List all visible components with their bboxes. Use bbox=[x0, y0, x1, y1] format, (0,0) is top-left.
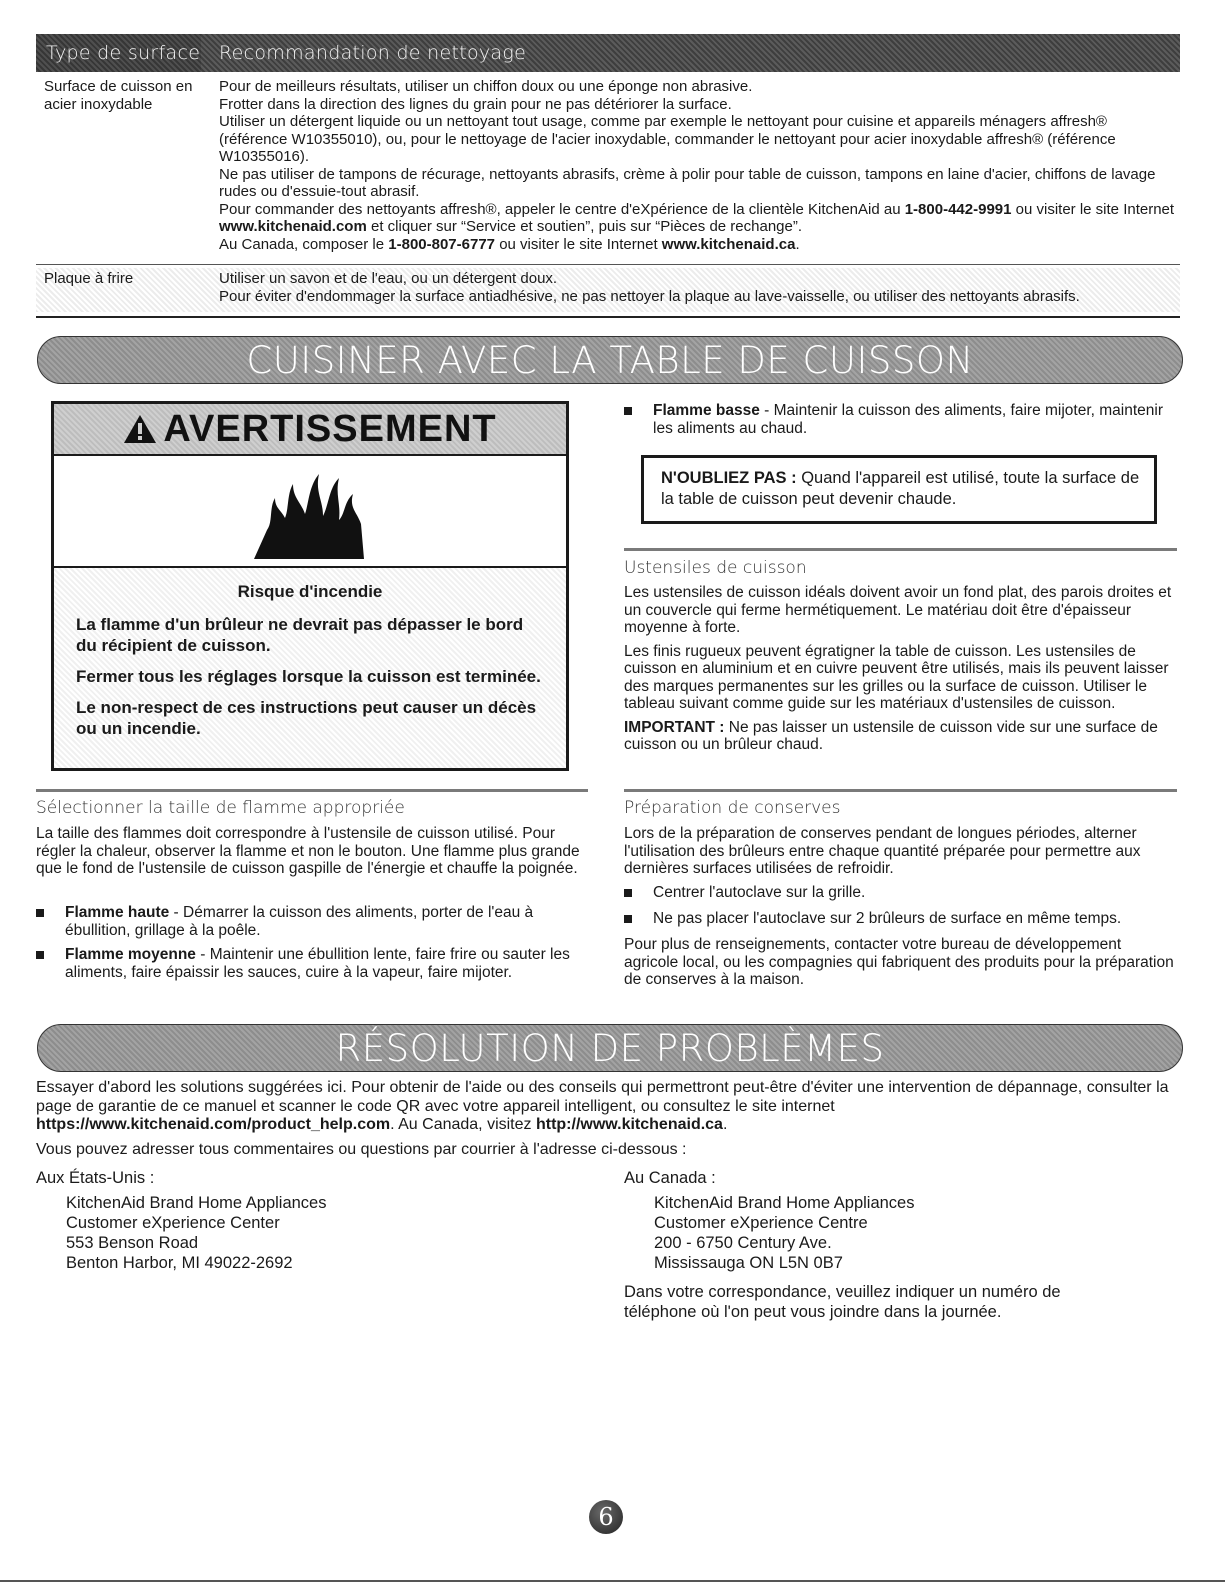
hazard-title: Risque d'incendie bbox=[237, 582, 383, 601]
warning-text: Fermer tous les réglages lorsque la cuisson est terminée. bbox=[76, 667, 541, 686]
warning-text: La flamme d'un brûleur ne devrait pas dépasser le bord du récipient de cuisson. bbox=[76, 615, 524, 655]
bullet-high-flame: Flamme haute - Démarrer la cuisson des aliments, porter de l'eau à ébullition, grillage à la poêle. bbox=[36, 904, 588, 939]
reminder-box bbox=[641, 455, 1157, 524]
section-rule bbox=[624, 548, 1177, 551]
fire-icon bbox=[249, 464, 369, 564]
section-title-flame-size: Sélectionner la taille de flamme appropriée bbox=[36, 798, 405, 818]
phone-number-canada: 1-800-807-6777 bbox=[388, 235, 496, 253]
section-banner-troubleshooting: RÉSOLUTION DE PROBLÈMES bbox=[37, 1024, 1183, 1072]
section-rule bbox=[36, 789, 588, 792]
warning-header bbox=[54, 404, 566, 456]
website-link[interactable]: www.kitchenaid.com bbox=[219, 218, 367, 235]
section-banner-cooking: CUISINER AVEC LA TABLE DE CUISSON bbox=[37, 336, 1183, 384]
phone-number: 1-800-442-9991 bbox=[904, 200, 1012, 218]
page-number: 6 bbox=[589, 1500, 623, 1534]
warning-body bbox=[54, 568, 566, 768]
canning-intro: Lors de la préparation de conserves pendant de longues périodes, alterner l'utilisation des brûleurs entre chaque quantité préparée pour permettre aux dernières surfaces utilisées de refroidir. bbox=[624, 825, 1141, 877]
troubleshooting-intro: Essayer d'abord les solutions suggérées ici. Pour obtenir de l'aide ou des conseils qui permettront peut-être d'éviter une intervention de dépannage, consulter la page de garantie de ce manuel et scanner le code QR avec votre appareil intelligent, ou consultez le site internet https://www.kitchenaid.com/product_help.com. Au Canada, visitez http://www.kitchenaid.ca. Vous pouvez adresser tous commentaires ou questions par courrier à l'adresse ci-dessous : bbox=[36, 1079, 1169, 1158]
help-url[interactable]: https://www.kitchenaid.com/product_help.com bbox=[36, 1116, 391, 1133]
bullet-low-flame: Flamme basse - Maintenir la cuisson des aliments, faire mijoter, maintenir les aliments au chaud. bbox=[624, 402, 1164, 437]
warning-text: Le non-respect de ces instructions peut causer un décès ou un incendie. bbox=[76, 698, 537, 738]
us-address: KitchenAid Brand Home Appliances Customer eXperience Center 553 Benson Road Benton Harbor, MI 49022-2692 bbox=[66, 1194, 327, 1272]
bullet-canning-1: Centrer l'autoclave sur la grille. bbox=[624, 884, 1177, 902]
header-surface-type: Type de surface bbox=[36, 34, 201, 72]
surface-name: Plaque à frire bbox=[44, 270, 134, 287]
row-divider bbox=[36, 264, 1180, 265]
help-url-canada[interactable]: http://www.kitchenaid.ca bbox=[535, 1116, 723, 1133]
canada-address-label: Au Canada : bbox=[624, 1169, 716, 1187]
section-title-cookware: Ustensiles de cuisson bbox=[624, 558, 807, 578]
website-link-canada[interactable]: www.kitchenaid.ca bbox=[661, 235, 796, 253]
surface-name: Surface de cuisson en acier inoxydable bbox=[44, 78, 193, 113]
cookware-text: Les ustensiles de cuisson idéals doivent avoir un fond plat, des parois droites et un couvercle qui ferme hermétiquement. Le matériau doit être d'épaisseur moyenne à forte. Les finis rugueux peuvent égratigner la table de cuisson. Les ustensiles de cuisson en aluminium et en cuivre peuvent être utilisés, mais ils peuvent laisser des marques permanentes sur les grilles ou la surface de cuisson. Utiliser le tableau suivant comme guide sur les matériaux d'ustensiles de cuisson. IMPORTANT : Ne pas laisser un ustensile de cuisson vide sur une surface de cuisson ou un brûleur chaud. bbox=[624, 584, 1172, 753]
us-address-label: Aux États-Unis : bbox=[36, 1169, 155, 1187]
bullet-medium-flame: Flamme moyenne - Maintenir une ébullition lente, faire frire ou sauter les aliments, faire épaissir les sauces, cuire à la vapeur, faire mijoter. bbox=[36, 946, 588, 981]
page-bottom-rule bbox=[0, 1580, 1225, 1582]
table-row bbox=[36, 78, 1180, 262]
canada-address: KitchenAid Brand Home Appliances Customer eXperience Centre 200 - 6750 Century Ave. Mississauga ON L5N 0B7 bbox=[654, 1194, 915, 1272]
header-cleaning-recommendation: Recommandation de nettoyage bbox=[219, 42, 527, 64]
recommendation-text: Pour de meilleurs résultats, utiliser un chiffon doux ou une éponge non abrasive. Frotter dans la direction des lignes du grain pour ne pas détériorer la surface. Utiliser un détergent liquide ou un nettoyant tout usage, comme par exemple le nettoyant pour cuisine et appareils ménagers affresh® (référence W10355010), ou, pour le nettoyage de l'acier inoxydable, commander le nettoyant pour acier inoxydable affresh® (référence W10355016). Ne pas utiliser de tampons de récurage, nettoyants abrasifs, crème à polir pour table de cuisson, tampons en laine d'acier, chiffons de lavage rudes ou d'essuie-tout abrasif. Pour commander des nettoyants affresh®, appeler le centre d'eXpérience de la clientèle KitchenAid au 1-800-442-9991 ou visiter le site Internet www.kitchenaid.com et cliquer sur “Service et soutien”, puis sur “Pièces de rechange”. Au Canada, composer le 1-800-807-6777 ou visiter le site Internet www.kitchenaid.ca. bbox=[219, 78, 1175, 253]
canning-more-info: Pour plus de renseignements, contacter votre bureau de développement agricole local, ou les compagnies qui fabriquent des produits pour la préparation de conserves à la maison. bbox=[624, 936, 1174, 988]
table-header bbox=[36, 34, 1180, 72]
warning-title: AVERTISSEMENT bbox=[163, 407, 497, 450]
warning-pictogram bbox=[54, 456, 566, 568]
section-rule bbox=[624, 789, 1177, 792]
bullet-canning-2: Ne pas placer l'autoclave sur 2 brûleurs de surface en même temps. bbox=[624, 910, 1177, 928]
reminder-label: N'OUBLIEZ PAS : bbox=[661, 469, 797, 487]
correspondence-note: Dans votre correspondance, veuillez indiquer un numéro de téléphone où l'on peut vous joindre dans la journée. bbox=[624, 1283, 1061, 1321]
table-bottom-rule bbox=[36, 316, 1180, 318]
table-row bbox=[36, 268, 1180, 312]
reminder-text: Quand l'appareil est utilisé, toute la surface de la table de cuisson peut devenir chaude. bbox=[661, 469, 1140, 508]
warning-triangle-icon bbox=[123, 414, 157, 444]
recommendation-text: Utiliser un savon et de l'eau, ou un détergent doux. Pour éviter d'endommager la surface antiadhésive, ne pas nettoyer la plaque au lave-vaisselle, ou utiliser des nettoyants abrasifs. bbox=[219, 270, 1080, 305]
flame-size-intro: La taille des flammes doit correspondre à l'ustensile de cuisson utilisé. Pour régler la chaleur, observer la flamme et non le bouton. Une flamme plus grande que le fond de l'ustensile de cuisson gaspille de l'énergie et chauffe la poignée. bbox=[36, 825, 580, 877]
section-title-canning: Préparation de conserves bbox=[624, 798, 841, 818]
warning-box bbox=[51, 401, 569, 771]
